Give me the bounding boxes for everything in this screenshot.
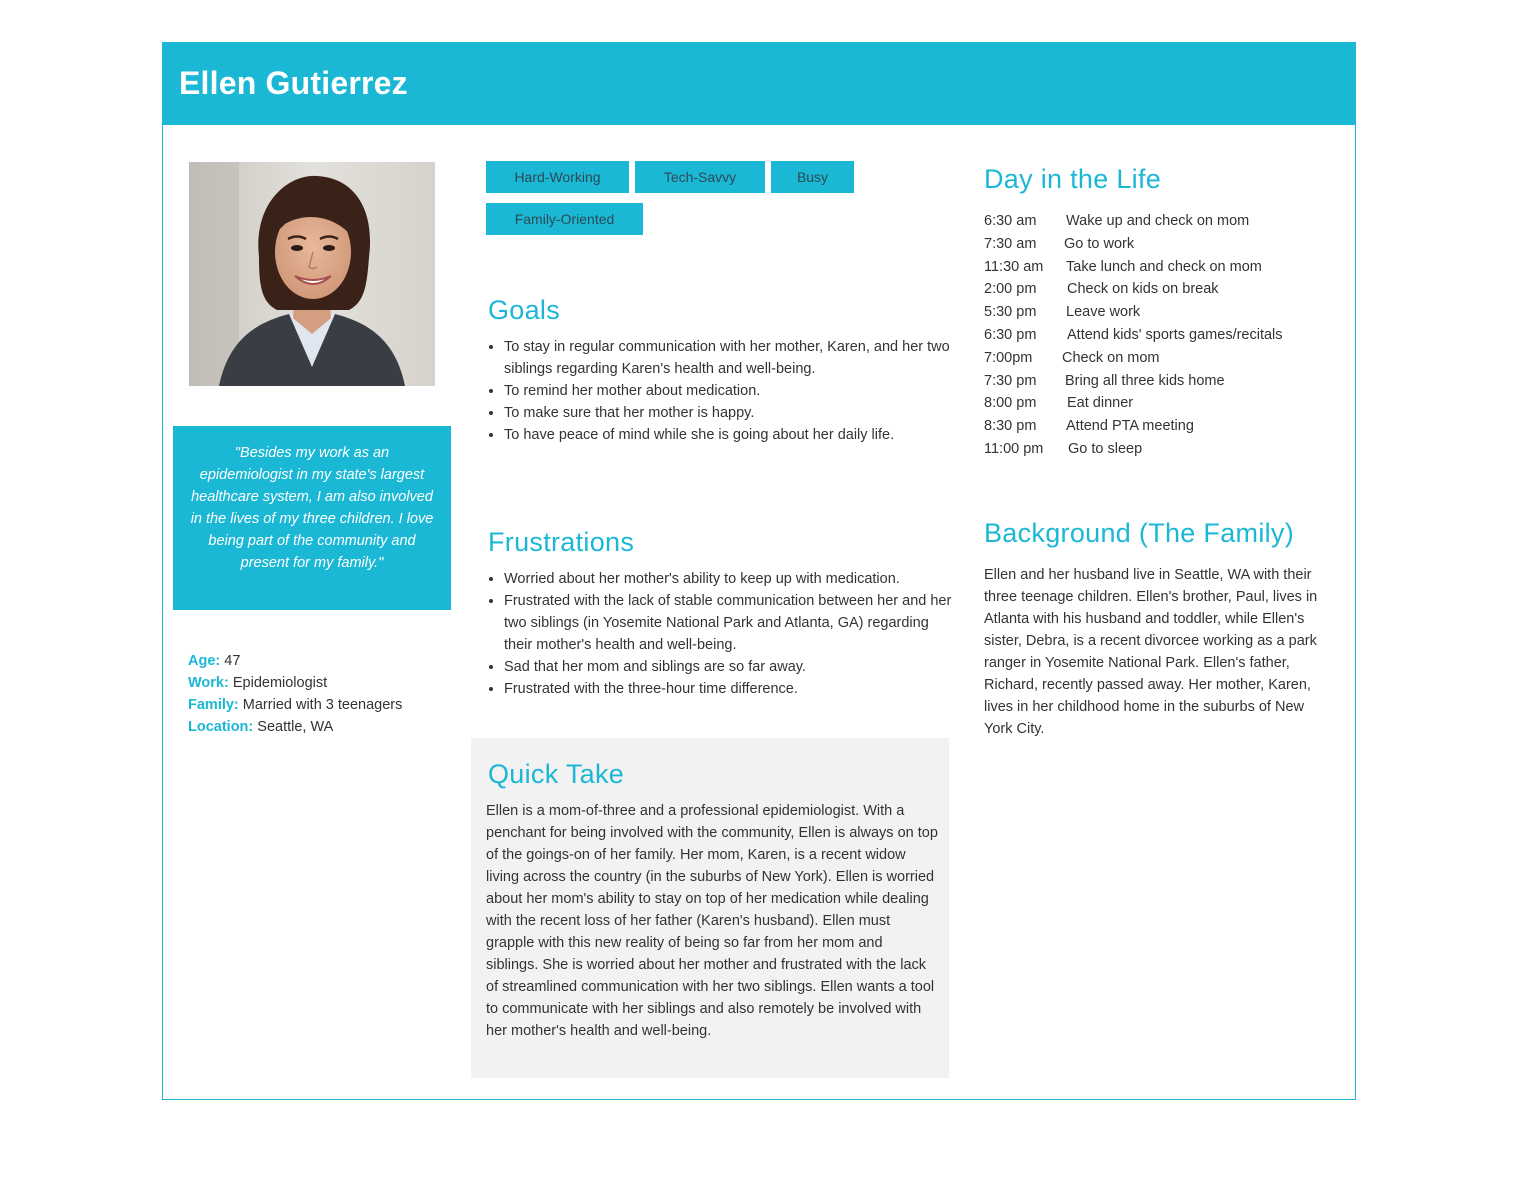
schedule-row	[984, 256, 1283, 279]
info-location	[188, 716, 402, 738]
schedule-row	[984, 301, 1283, 324]
info-value: Epidemiologist	[228, 675, 328, 691]
schedule-activity: Bring all three kids home	[1065, 372, 1225, 389]
day-schedule	[984, 210, 1283, 461]
info-label: Age:	[188, 653, 221, 669]
list-item: • To stay in regular communication with her mother, Karen, and her two siblings regarding Karen's health and well-being.	[504, 336, 952, 380]
schedule-time: 8:00 pm	[984, 395, 1037, 412]
info-value: Married with 3 teenagers	[238, 697, 403, 713]
info-label: Work:	[188, 675, 229, 691]
schedule-activity: Take lunch and check on mom	[1066, 258, 1262, 275]
list-item: • Worried about her mother's ability to keep up with medication.	[504, 568, 952, 590]
schedule-activity: Wake up and check on mom	[1066, 213, 1250, 229]
trait-tags	[486, 161, 906, 245]
goals-title: Goals	[488, 295, 561, 325]
schedule-time: 2:00 pm	[984, 281, 1037, 298]
schedule-row	[984, 233, 1283, 256]
schedule-time: 7:30 am	[984, 235, 1037, 252]
schedule-activity: Eat dinner	[1067, 395, 1134, 412]
schedule-activity: Leave work	[1066, 304, 1141, 321]
schedule-activity: Attend kids' sports games/recitals	[1067, 326, 1283, 343]
info-work	[188, 672, 402, 694]
background-title: Background (The Family)	[984, 518, 1295, 548]
persona-header	[163, 43, 1355, 125]
list-item: • Frustrated with the lack of stable communication between her and her two siblings (in Yosemite National Park and Atlanta, GA) regarding their mother's health and well-being.	[504, 590, 952, 656]
info-family	[188, 694, 402, 716]
list-item: • To remind her mother about medication.	[504, 380, 952, 402]
tag-busy: Busy	[771, 161, 854, 193]
schedule-time: 11:00 pm	[984, 440, 1044, 457]
schedule-row	[984, 415, 1283, 438]
day-in-life-title: Day in the Life	[984, 164, 1162, 194]
info-value: Seattle, WA	[253, 719, 334, 735]
schedule-activity: Go to work	[1064, 235, 1135, 252]
schedule-activity: Attend PTA meeting	[1066, 418, 1194, 435]
schedule-activity: Go to sleep	[1068, 440, 1143, 457]
schedule-row	[984, 324, 1283, 347]
schedule-time: 7:30 pm	[984, 372, 1037, 389]
quick-take-title: Quick Take	[488, 759, 625, 789]
schedule-time: 7:00pm	[984, 349, 1033, 366]
schedule-activity: Check on kids on break	[1067, 281, 1219, 298]
schedule-row	[984, 278, 1283, 301]
schedule-row	[984, 438, 1283, 461]
tag-family-oriented: Family-Oriented	[486, 203, 643, 235]
schedule-row	[984, 392, 1283, 415]
persona-card	[162, 42, 1356, 1100]
quick-take-text: Ellen is a mom-of-three and a professional epidemiologist. With a penchant for being involved with the community, Ellen is always on top of the goings-on of her family. Her mom, Karen, is a recent widow living across the country (in the suburbs of New York). Ellen is worried about her mom's ability to stay on top of her medication while dealing with the recent loss of her father (Karen's husband). Ellen must grapple with this new reality of being so far from her mom and siblings. She is worried about her mother and frustrated with the lack of streamlined communication with her two siblings. Ellen wants a tool to communicate with her siblings and also remotely be involved with her mother's health and well-being.	[486, 803, 938, 1039]
info-label: Family:	[188, 697, 239, 713]
schedule-row	[984, 347, 1283, 370]
tag-tech-savvy: Tech-Savvy	[635, 161, 765, 193]
list-item: • Sad that her mom and siblings are so far away.	[504, 656, 952, 678]
persona-photo	[189, 162, 435, 386]
info-age	[188, 650, 402, 672]
schedule-time: 5:30 pm	[984, 304, 1037, 321]
list-item: • To have peace of mind while she is going about her daily life.	[504, 424, 952, 446]
portrait-image	[189, 162, 435, 386]
info-value: 47	[220, 653, 241, 669]
schedule-time: 6:30 am	[984, 213, 1037, 229]
list-item: • To make sure that her mother is happy.	[504, 402, 952, 424]
background-text: Ellen and her husband live in Seattle, WA with their three teenage children. Ellen's brother, Paul, lives in Atlanta with his husband and toddler, while Ellen's sister, Debra, is a recent divorcee working as a park ranger in Yosemite National Park. Ellen's father, Richard, recently passed away. Her mother, Karen, lives in her childhood home in the suburbs of New York City.	[984, 567, 1318, 737]
persona-quote: "Besides my work as an epidemiologist in my state's largest healthcare system, I am also involved in the lives of my three children. I love being part of the community and present for my family."	[173, 426, 451, 610]
schedule-time: 11:30 am	[984, 258, 1044, 275]
schedule-time: 6:30 pm	[984, 326, 1037, 343]
schedule-row	[984, 210, 1283, 233]
goals-list	[486, 336, 952, 446]
info-label: Location:	[188, 719, 254, 735]
frustrations-list	[486, 568, 952, 700]
tag-hard-working: Hard-Working	[486, 161, 629, 193]
schedule-time: 8:30 pm	[984, 418, 1037, 435]
persona-info	[188, 650, 402, 738]
persona-name: Ellen Gutierrez	[179, 65, 408, 101]
list-item: • Frustrated with the three-hour time difference.	[504, 678, 952, 700]
schedule-row	[984, 370, 1283, 393]
schedule-activity: Check on mom	[1062, 349, 1160, 366]
frustrations-title: Frustrations	[488, 527, 635, 557]
